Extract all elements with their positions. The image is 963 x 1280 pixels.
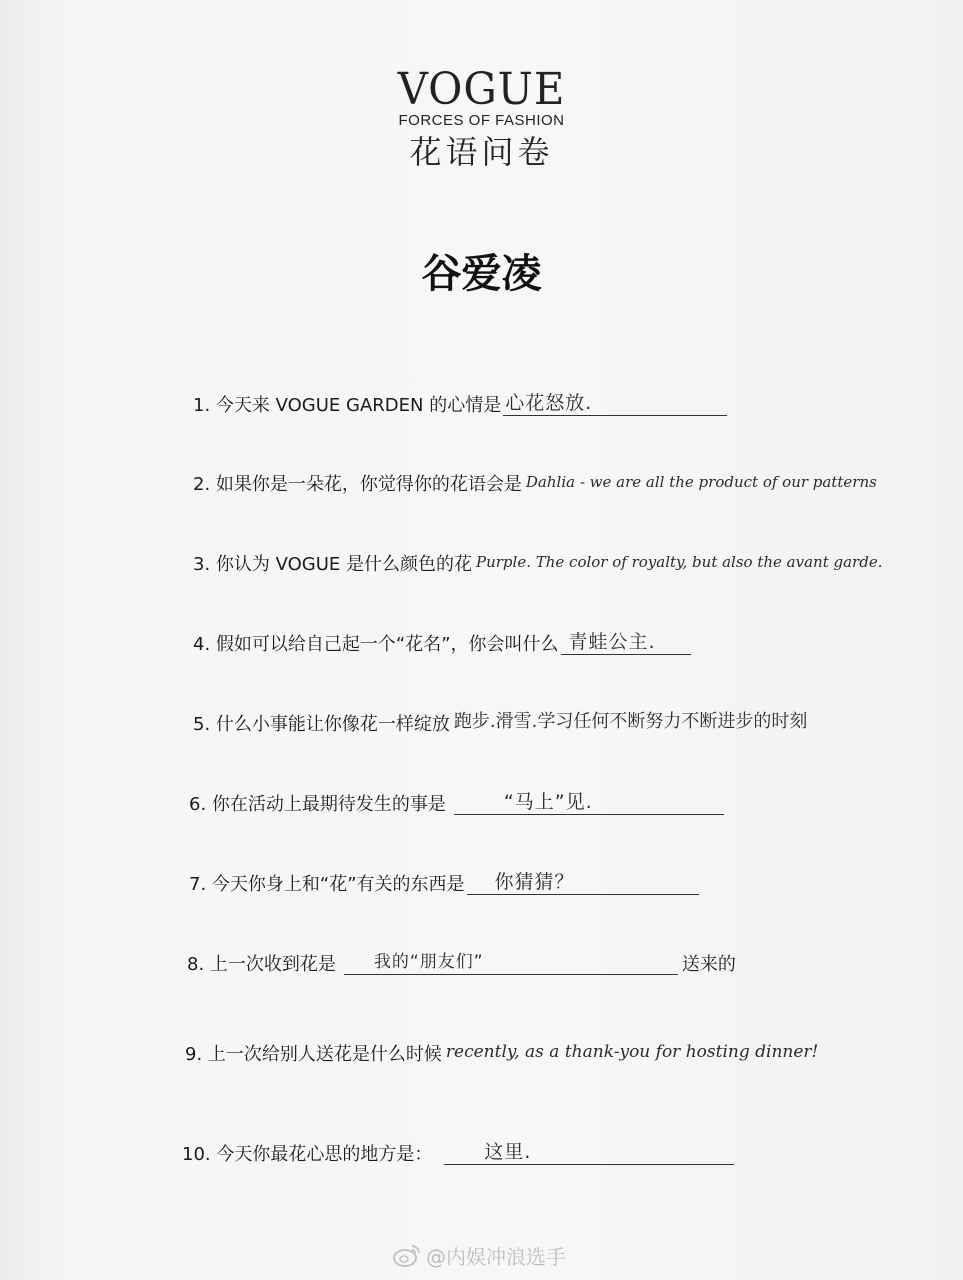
handwritten-answer: Dahlia - we are all the product of our patterns <box>525 473 877 491</box>
handwritten-answer: 心花怒放. <box>505 392 593 414</box>
answer-line <box>467 864 699 895</box>
question-label: 2. 如果你是一朵花，你觉得你的花语会是 <box>193 474 522 495</box>
question-2 <box>193 463 877 497</box>
question-3 <box>193 543 894 577</box>
question-label: 7. 今天你身上和“花”有关的东西是 <box>189 874 465 895</box>
handwritten-answer: 跑步.滑雪.学习任何不断努力不断进步的时刻 <box>453 711 808 732</box>
masthead-tagline: FORCES OF FASHION <box>398 112 565 129</box>
watermark <box>392 1238 566 1272</box>
question-7 <box>189 863 699 897</box>
handwritten-answer: recently, as a thank-you for hosting dinner! <box>445 1042 819 1062</box>
answer-line <box>444 1134 734 1165</box>
survey-title: 花语问卷 <box>409 133 554 171</box>
question-label: 1. 今天来 VOGUE GARDEN 的心情是 <box>193 395 502 416</box>
answer-line <box>344 944 678 975</box>
answer-line <box>452 704 884 735</box>
question-label: 3. 你认为 VOGUE 是什么颜色的花 <box>193 554 472 575</box>
question-label: 6. 你在活动上最期待发生的事是 <box>189 794 446 815</box>
question-8 <box>187 943 736 977</box>
respondent-name: 谷爱凌 <box>421 250 542 297</box>
watermark-text: @内娱冲浪选手 <box>426 1244 566 1269</box>
question-suffix: 送来的 <box>681 954 736 975</box>
question-label: 5. 什么小事能让你像花一样绽放 <box>193 714 450 735</box>
question-label: 4. 假如可以给自己起一个“花名”，你会叫什么 <box>193 634 559 655</box>
question-6 <box>189 783 724 817</box>
question-9 <box>185 1033 864 1067</box>
question-label: 9. 上一次给别人送花是什么时候 <box>185 1044 442 1065</box>
answer-line <box>524 464 877 495</box>
handwritten-answer: 这里. <box>484 1141 532 1163</box>
vogue-logo: VOGUE <box>397 64 566 115</box>
handwritten-answer: “马上”见. <box>503 791 593 813</box>
answer-line <box>561 624 691 655</box>
question-label: 8. 上一次收到花是 <box>187 954 336 975</box>
answer-line <box>474 544 894 575</box>
answer-line <box>503 385 727 416</box>
answer-line <box>444 1034 864 1065</box>
handwritten-answer: 我的“朋友们” <box>373 952 484 972</box>
weibo-icon <box>392 1242 422 1268</box>
masthead <box>0 66 963 172</box>
question-4 <box>193 623 691 657</box>
question-10 <box>182 1133 734 1167</box>
question-label: 10. 今天你最花心思的地方是： <box>182 1144 433 1165</box>
handwritten-answer: 你猜猜？ <box>494 871 575 893</box>
answer-line <box>454 784 724 815</box>
handwritten-answer: 青蛙公主. <box>568 631 656 653</box>
handwritten-answer: Purple. The color of royalty, but also the avant garde. <box>476 553 883 571</box>
question-1 <box>193 384 727 418</box>
question-5 <box>193 703 884 737</box>
